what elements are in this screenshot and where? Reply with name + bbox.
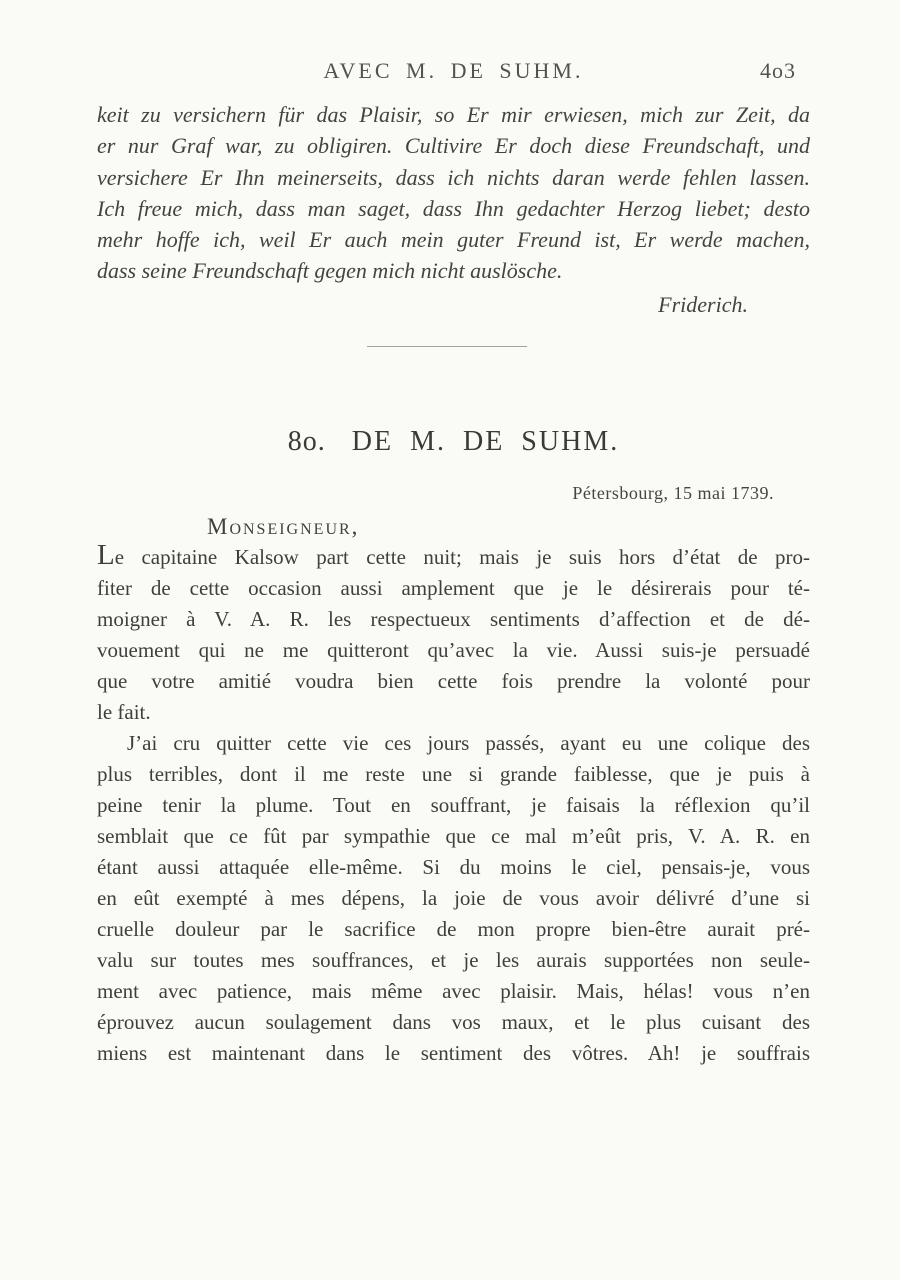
text-line: semblait que ce fût par sympathie que ce mal m’eût pris, V. A. R. en	[97, 824, 810, 848]
text-line: keit zu versichern für das Plaisir, so Er mir erwiesen, mich zur Zeit, da	[97, 102, 810, 127]
text-line: en eût exempté à mes dépens, la joie de vous avoir délivré d’une si	[97, 886, 810, 910]
letter-salutation: Monseigneur,	[207, 514, 360, 539]
text-line: valu sur toutes mes souffrances, et je les aurais supportées non seule-	[97, 948, 810, 972]
text-line: éprouvez aucun soulagement dans vos maux, et le plus cuisant des	[97, 1010, 810, 1034]
text-line: J’ai cru quitter cette vie ces jours passés, ayant eu une colique des	[127, 731, 810, 755]
text-line: fiter de cette occasion aussi amplement que je le désirerais pour té-	[97, 576, 810, 600]
letter-title: DE M. DE SUHM.	[351, 426, 620, 457]
letter-heading	[97, 426, 810, 458]
german-letter-continuation	[97, 99, 810, 287]
text-line: que votre amitié voudra bien cette fois prendre la volonté pour	[97, 669, 810, 693]
text-line: Ich freue mich, dass man saget, dass Ihn gedachter Herzog liebet; desto	[97, 195, 810, 221]
page-number: 4o3	[760, 58, 796, 83]
text-line: peine tenir la plume. Tout en souffrant, je faisais la réflexion qu’il	[97, 793, 810, 817]
text-line: mehr hoffe ich, weil Er auch mein guter Freund ist, Er werde machen,	[97, 227, 810, 253]
text-line: étant aussi attaquée elle-même. Si du moins le ciel, pensais-je, vous	[97, 855, 810, 879]
text-line: ment avec patience, mais même avec plaisir. Mais, hélas! vous n’en	[97, 979, 810, 1003]
text-line: versichere Er Ihn meinerseits, dass ich nichts daran werde fehlen lassen.	[97, 164, 810, 190]
paragraph	[97, 728, 810, 1069]
text-line: cruelle douleur par le sacrifice de mon propre bien-être aurait pré-	[97, 917, 810, 941]
paragraph	[97, 541, 810, 728]
text-line: miens est maintenant dans le sentiment des vôtres. Ah! je souffrais	[97, 1041, 810, 1065]
text-line: le fait.	[97, 700, 151, 724]
text-line: plus terribles, dont il me reste une si grande faiblesse, que je puis à	[97, 762, 810, 786]
text-line: moigner à V. A. R. les respectueux sentiments d’affection et de dé-	[97, 607, 810, 631]
text-line	[97, 541, 810, 573]
letter-body	[97, 541, 810, 1069]
text-line: er nur Graf war, zu obligiren. Cultivire Er doch diese Freundschaft, und	[97, 133, 810, 159]
running-head	[97, 58, 810, 84]
letter-signature: Friderich.	[658, 292, 748, 317]
enlarged-initial-letter: L	[97, 539, 115, 571]
text-line: dass seine Freundschaft gegen mich nicht auslösche.	[97, 258, 563, 284]
text-line-rest: e capitaine Kalsow part cette nuit; mais je suis hors d’état de pro-	[114, 545, 810, 569]
text-line: vouement qui ne me quitteront qu’avec la vie. Aussi suis-je persuadé	[97, 638, 810, 662]
running-head-title: AVEC M. DE SUHM.	[323, 58, 584, 83]
letter-dateline: Pétersbourg, 15 mai 1739.	[572, 483, 774, 503]
letter-number: 8o.	[287, 426, 326, 457]
section-divider-rule	[367, 346, 527, 347]
